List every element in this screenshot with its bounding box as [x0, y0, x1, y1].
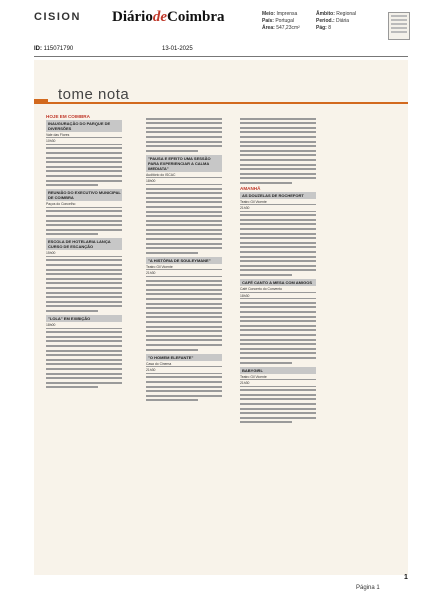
pais-label: País:: [262, 18, 274, 24]
col1-text-2: [46, 210, 122, 235]
meta-block-left: [262, 11, 300, 32]
col3-time-3: 21h30: [240, 381, 316, 387]
col2-venue-3: Casa do Cinema: [146, 362, 222, 368]
col2-headline-1: "PAUSA E EFEITO UMA SESSÃO PARA EXPERIENCIAR A CALMA IMEDIATA": [146, 155, 222, 172]
pais-value: Portugal: [275, 18, 294, 24]
col1-text-1: [46, 147, 122, 186]
newspaper-logo: [112, 9, 225, 26]
col2-headline-3: "O HOMEM ELEFANTE": [146, 354, 222, 361]
col3-venue-3: Teatro Gil Vicente: [240, 375, 316, 381]
col1-headline-3: ESCOLA DE HOTELARIA LANÇA CURSO DE ESCANÇÃO: [46, 238, 122, 250]
area-label: Área:: [262, 25, 275, 31]
period-label: Period.:: [316, 18, 335, 24]
col3-venue-2: Café Concerto do Convento: [240, 287, 316, 293]
col1-text-3: [46, 259, 122, 312]
newspaper-logo-part1: Diário: [112, 9, 153, 25]
meta-block-right: [316, 11, 356, 32]
col2-text-0: [146, 118, 222, 152]
ambito-value: Regional: [336, 11, 357, 17]
col3-headline-3: BABYGIRL: [240, 367, 316, 374]
col3-text-0: [240, 118, 316, 184]
col2-text-2: [146, 280, 222, 351]
col3-kicker: AMANHÃ: [240, 185, 261, 191]
col3-headline-1: AS DOUZELAS DE ROCHEFORT: [240, 192, 316, 199]
header-divider: [34, 56, 408, 57]
col3-time-2: 18h30: [240, 294, 316, 300]
area-value: 547,23cm²: [276, 25, 300, 31]
col2-time-1: 18h00: [146, 179, 222, 185]
col2-text-1: [146, 188, 222, 254]
period-value: Diária: [336, 18, 350, 24]
id-label: ID:: [34, 46, 42, 52]
col3-text-3: [240, 389, 316, 423]
col1-headline-4: "LOLA" EM EXIBIÇÃO: [46, 315, 122, 322]
col1-time-3: 15h00: [46, 251, 122, 257]
col2-time-3: 21h30: [146, 368, 222, 374]
id-value: 115071790: [43, 46, 74, 52]
page-thumbnail[interactable]: [388, 12, 410, 40]
col1-time-1: 10h30: [46, 139, 122, 145]
page-label: Página 1: [356, 585, 380, 591]
col2-time-2: 21h30: [146, 271, 222, 277]
col1-kicker: HOJE EM COIMBRA: [46, 115, 90, 119]
col1-venue-1: Vale das Flores: [46, 133, 122, 139]
col1-time-4: 18h00: [46, 323, 122, 329]
page-number: 1: [404, 574, 408, 581]
newspaper-logo-part2: de: [152, 9, 167, 25]
col1-headline-2: REUNIÃO DO EXECUTIVO MUNICIPAL DE COIMBRA: [46, 189, 122, 201]
pag-label: Pág:: [316, 25, 327, 31]
col3-time-1: 21h30: [240, 206, 316, 212]
col2-venue-2: Teatro Gil Vicente: [146, 265, 222, 271]
meio-value: Imprensa: [276, 11, 298, 17]
col3-venue-1: Teatro Gil Vicente: [240, 200, 316, 206]
col2-text-3: [146, 376, 222, 401]
column-1: [46, 115, 122, 388]
ambito-label: Âmbito:: [316, 11, 335, 17]
col2-venue-1: Auditório do ISCAC: [146, 173, 222, 179]
col3-text-1: [240, 214, 316, 276]
column-3: [240, 115, 316, 423]
column-2: [146, 115, 222, 401]
section-title: tome nota: [58, 86, 130, 103]
col1-headline-1: INAUGURAÇÃO DO PARQUE DE DIVERSÕES: [46, 120, 122, 132]
meio-label: Meio:: [262, 11, 276, 17]
pag-value: 8: [328, 25, 332, 31]
newspaper-logo-part3: Coimbra: [167, 9, 225, 25]
clip-date: 13-01-2025: [162, 46, 193, 52]
col3-text-2: [240, 302, 316, 364]
col3-headline-2: CAFÉ CANTO A MESA COM AMIGOS: [240, 279, 316, 286]
col2-headline-2: "A HISTÓRIA DE SOULEYMANE": [146, 257, 222, 264]
col1-text-4: [46, 331, 122, 388]
clip-id: [34, 46, 73, 52]
col1-venue-2: Paços do Concelho: [46, 202, 122, 208]
cision-logo: CISION: [34, 11, 81, 23]
